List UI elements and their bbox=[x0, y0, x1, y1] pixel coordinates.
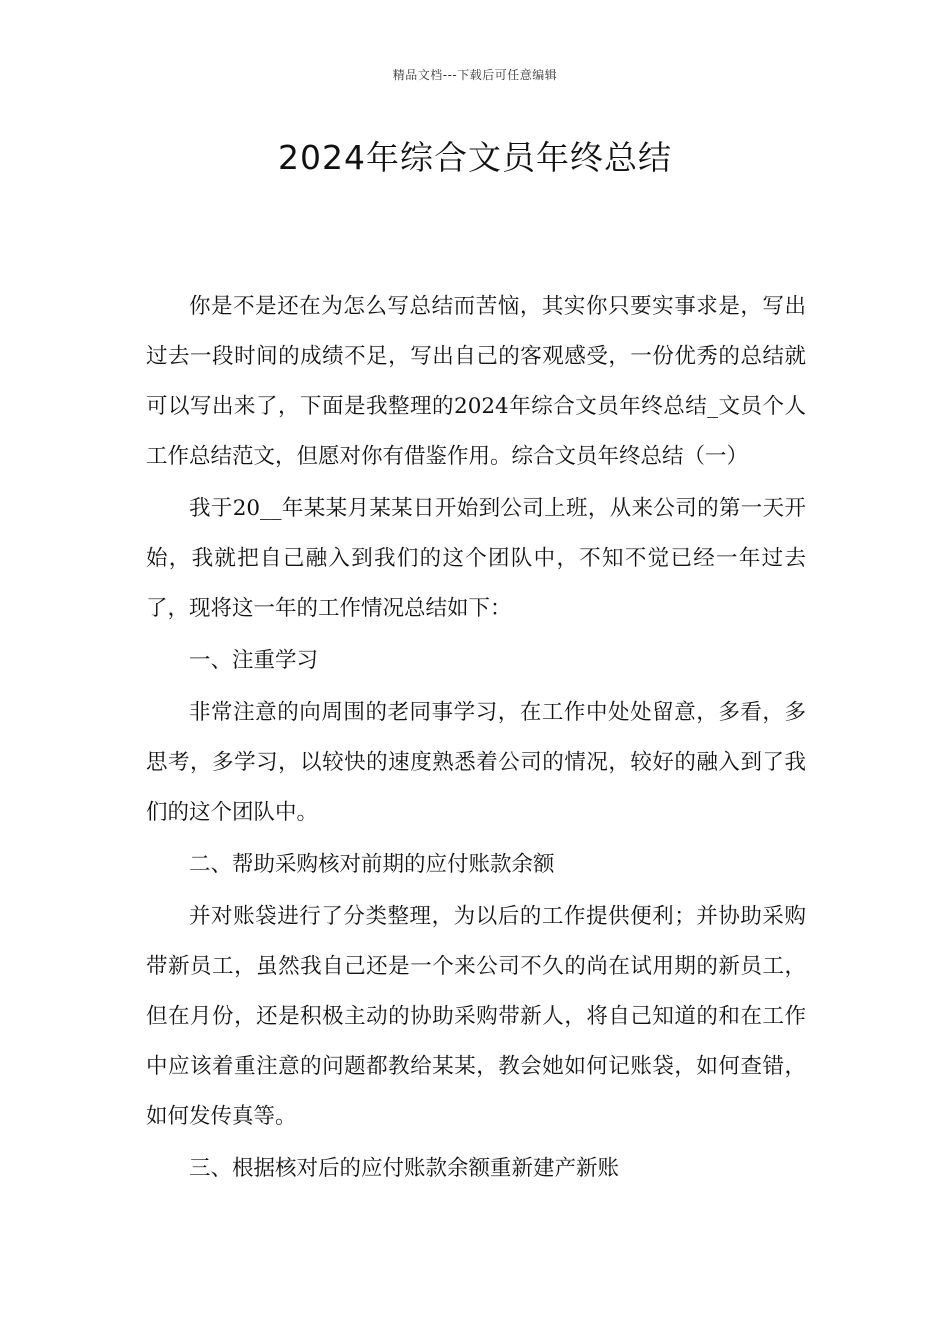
document-title: 2024年综合文员年终总结 bbox=[278, 138, 672, 177]
section-heading-2: 二、帮助采购核对前期的应付账款余额 bbox=[189, 852, 555, 877]
paragraph-accounts: 并对账袋进行了分类整理，为以后的工作提供便利；并协助采购带新员工，虽然我自己还是一个来公司不久的尚在试用期的新员工，但在月份，还是积极主动的协助采购带新人，将自己知道的和在工作中应该着重注意的问题都教给某某，教会她如何记账袋，如何查错，如何发传真等。 bbox=[146, 904, 806, 1129]
section-heading-1: 一、注重学习 bbox=[189, 648, 319, 673]
paragraph-start-work: 我于20__年某某月某某日开始到公司上班，从来公司的第一天开始，我就把自己融入到我们的这个团队中，不知不觉已经一年过去了，现将这一年的工作情况总结如下： bbox=[146, 496, 806, 621]
header-note: 精品文档---下载后可任意编辑 bbox=[392, 68, 558, 82]
paragraph-learning: 非常注意的向周围的老同事学习，在工作中处处留意，多看，多思考，多学习，以较快的速度熟悉着公司的情况，较好的融入到了我们的这个团队中。 bbox=[146, 700, 806, 825]
section-heading-3: 三、根据核对后的应付账款余额重新建产新账 bbox=[189, 1156, 620, 1181]
document-body bbox=[146, 282, 806, 1196]
paragraph-intro: 你是不是还在为怎么写总结而苦恼，其实你只要实事求是，写出过去一段时间的成绩不足，写出自己的客观感受，一份优秀的总结就可以写出来了，下面是我整理的2024年综合文员年终总结_文员个人工作总结范文，但愿对你有借鉴作用。综合文员年终总结（一） bbox=[146, 294, 806, 469]
